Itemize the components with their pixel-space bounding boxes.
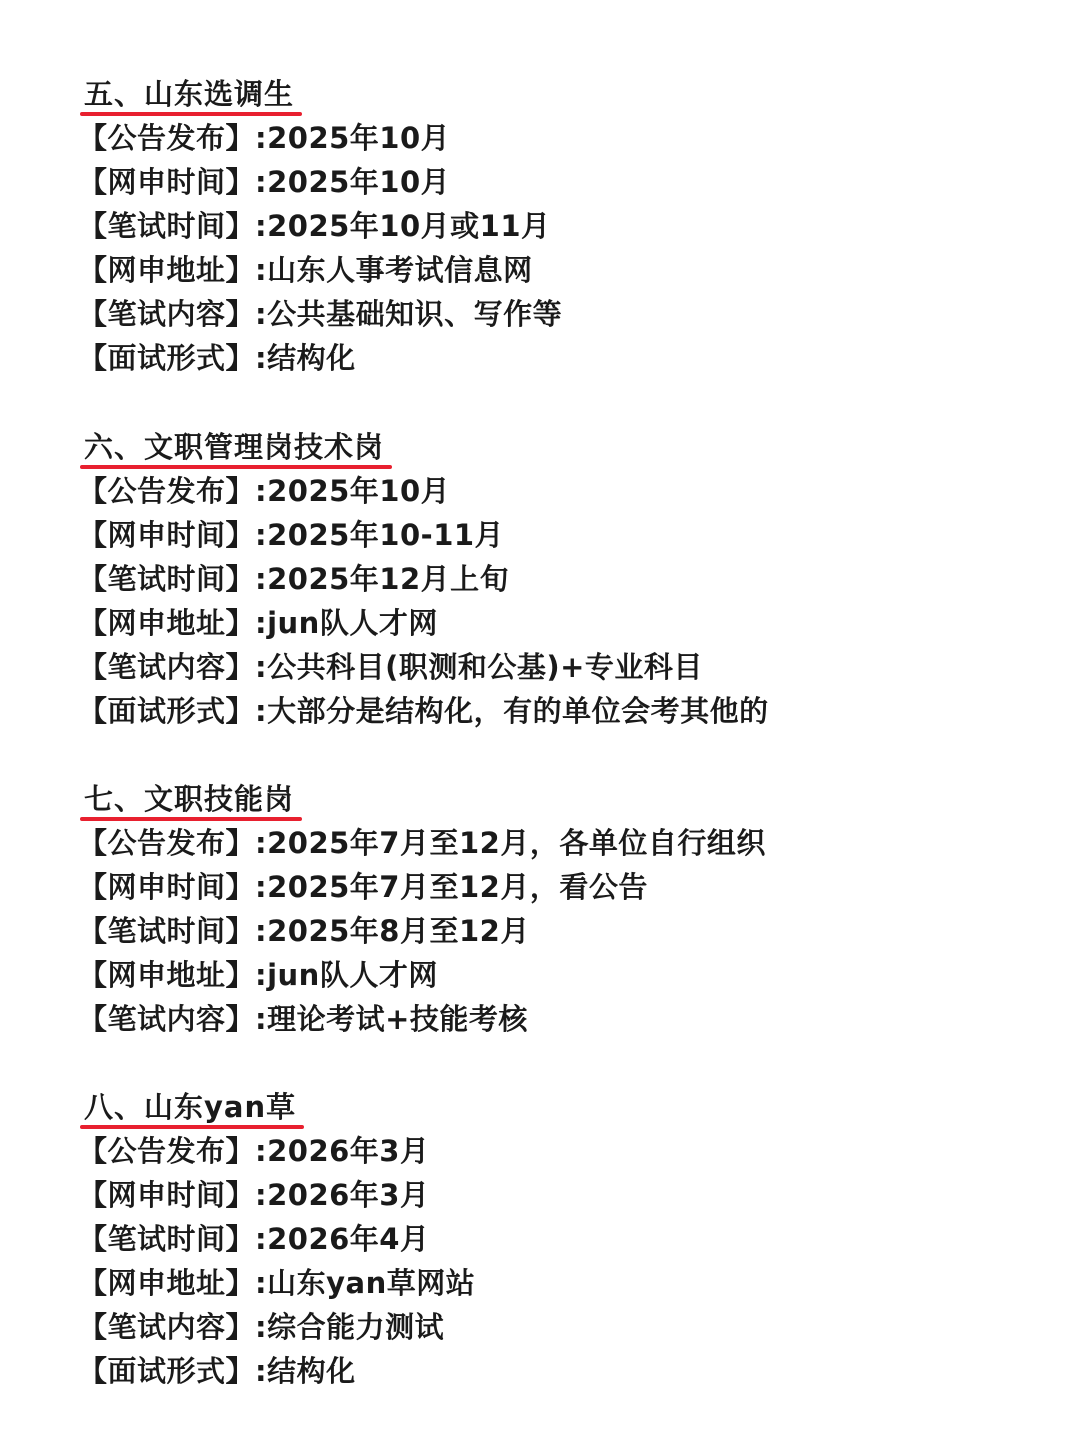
info-line-announcement: 【公告发布】:2025年10月 [78,121,451,155]
info-line-application-time: 【网申时间】:2025年10月 [78,165,451,199]
heading-underline [80,112,302,116]
info-line-announcement: 【公告发布】:2026年3月 [78,1134,430,1168]
info-line-exam-content: 【笔试内容】:综合能力测试 [78,1310,445,1344]
heading-underline [80,465,392,469]
info-line-application-time: 【网申时间】:2026年3月 [78,1178,430,1212]
section-heading-wrap [84,72,1038,116]
section-civilian-management-technical [78,425,1038,733]
heading-underline [80,1125,304,1129]
section-heading [84,1085,296,1129]
info-line-application-time: 【网申时间】:2025年10-11月 [78,518,505,552]
section-heading-wrap [84,1085,1038,1129]
info-line-exam-content: 【笔试内容】:公共基础知识、写作等 [78,297,563,331]
section-heading-wrap [84,777,1038,821]
section-heading-text: 六、文职管理岗技术岗 [84,430,385,464]
section-heading [84,72,294,116]
info-line-exam-content: 【笔试内容】:理论考试+技能考核 [78,1002,528,1036]
info-line-application-site: 【网申地址】:山东yan草网站 [78,1266,476,1300]
info-line-exam-time: 【笔试时间】:2026年4月 [78,1222,430,1256]
info-line-interview-format: 【面试形式】:结构化 [78,341,356,375]
info-line-interview-format: 【面试形式】:结构化 [78,1354,356,1388]
info-line-exam-content: 【笔试内容】:公共科目(职测和公基)+专业科目 [78,650,703,684]
info-line-exam-time: 【笔试时间】:2025年12月上旬 [78,562,510,596]
section-heading-text: 七、文职技能岗 [84,782,295,816]
info-line-application-site: 【网申地址】:jun队人才网 [78,606,438,640]
info-line-exam-time: 【笔试时间】:2025年10月或11月 [78,209,551,243]
section-heading-text: 五、山东选调生 [84,77,295,111]
section-shandong-yancao [78,1085,1038,1393]
info-line-application-time: 【网申时间】:2025年7月至12月，看公告 [78,870,648,904]
section-shandong-xuandiaosheng [78,72,1038,380]
info-line-announcement: 【公告发布】:2025年10月 [78,474,451,508]
section-civilian-skills [78,777,1038,1041]
info-line-application-site: 【网申地址】:jun队人才网 [78,958,438,992]
section-heading-wrap [84,425,1038,469]
info-line-announcement: 【公告发布】:2025年7月至12月，各单位自行组织 [78,826,766,860]
section-heading-text: 八、山东yan草 [84,1090,297,1124]
section-heading [84,425,384,469]
section-heading [84,777,294,821]
heading-underline [80,817,302,821]
info-line-application-site: 【网申地址】:山东人事考试信息网 [78,253,533,287]
info-line-exam-time: 【笔试时间】:2025年8月至12月 [78,914,530,948]
info-line-interview-format: 【面试形式】:大部分是结构化，有的单位会考其他的 [78,694,769,728]
